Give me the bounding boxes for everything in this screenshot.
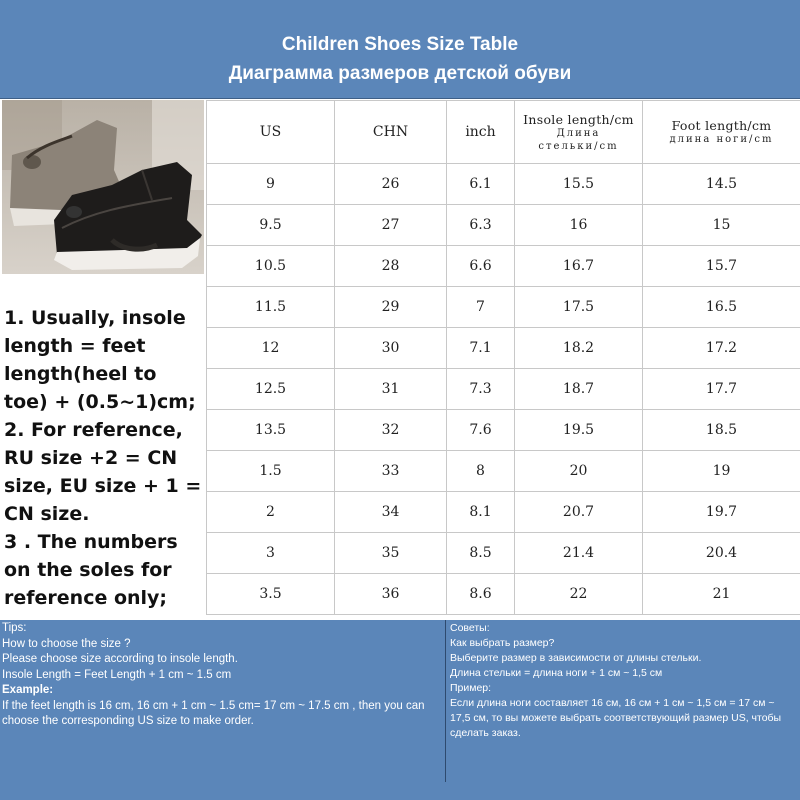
cell-us: 12 bbox=[207, 328, 335, 369]
tips-line-en: Please choose size according to insole length. bbox=[2, 653, 238, 665]
cell-chn: 29 bbox=[335, 287, 447, 328]
cell-inch: 7.6 bbox=[447, 410, 515, 451]
cell-chn: 26 bbox=[335, 164, 447, 205]
table-row bbox=[207, 287, 800, 328]
cell-us: 9.5 bbox=[207, 205, 335, 246]
cell-chn: 34 bbox=[335, 492, 447, 533]
cell-chn: 33 bbox=[335, 451, 447, 492]
cell-insole: 17.5 bbox=[515, 287, 643, 328]
cell-insole: 20 bbox=[515, 451, 643, 492]
table-row bbox=[207, 164, 800, 205]
header-banner bbox=[0, 0, 800, 99]
header-foot-en: Foot length/cm bbox=[671, 118, 772, 133]
title-russian: Диаграмма размеров детской обуви bbox=[228, 63, 572, 84]
cell-us: 13.5 bbox=[207, 410, 335, 451]
table-row bbox=[207, 574, 800, 615]
table-header-row bbox=[207, 101, 800, 164]
cell-inch: 7.3 bbox=[447, 369, 515, 410]
boots-illustration bbox=[2, 100, 204, 274]
tips-line-ru: Длина стельки = длина ноги + 1 см ~ 1,5 см bbox=[450, 667, 663, 679]
cell-inch: 7 bbox=[447, 287, 515, 328]
size-table bbox=[206, 100, 800, 615]
cell-insole: 21.4 bbox=[515, 533, 643, 574]
cell-insole: 19.5 bbox=[515, 410, 643, 451]
example-text-ru: Если длина ноги составляет 16 см, 16 см + 1 см ~ 1,5 см = 17 см ~ 17,5 см, то вы можете выбрать соответствующий размер US, чтобы сделать заказ. bbox=[450, 697, 782, 739]
cell-foot: 19 bbox=[643, 451, 800, 492]
cell-foot: 17.7 bbox=[643, 369, 800, 410]
header-insole-en: Insole length/cm bbox=[523, 111, 634, 127]
size-notes bbox=[4, 304, 204, 612]
example-text-en: If the feet length is 16 cm, 16 cm + 1 cm ~ 1.5 cm= 17 cm ~ 17.5 cm , then you can choose the corresponding US size to make order. bbox=[2, 699, 425, 727]
tips-english bbox=[2, 621, 442, 730]
header-foot-ru: длина ноги/cm bbox=[669, 134, 774, 145]
note-insole-rule: 1. Usually, insole length = feet length(heel to toe) + (0.5~1)cm; bbox=[4, 307, 196, 413]
cell-foot: 19.7 bbox=[643, 492, 800, 533]
tips-line-ru: Как выбрать размер? bbox=[450, 637, 555, 649]
example-heading-ru: Пример: bbox=[450, 682, 492, 694]
tips-line-en: How to choose the size ? bbox=[2, 637, 131, 650]
cell-chn: 35 bbox=[335, 533, 447, 574]
cell-us: 3.5 bbox=[207, 574, 335, 615]
tips-heading-ru: Советы: bbox=[450, 622, 490, 634]
table-row bbox=[207, 369, 800, 410]
table-row bbox=[207, 410, 800, 451]
cell-insole: 16.7 bbox=[515, 246, 643, 287]
cell-foot: 18.5 bbox=[643, 410, 800, 451]
cell-inch: 8.6 bbox=[447, 574, 515, 615]
cell-us: 9 bbox=[207, 164, 335, 205]
cell-inch: 6.1 bbox=[447, 164, 515, 205]
cell-inch: 6.3 bbox=[447, 205, 515, 246]
cell-chn: 32 bbox=[335, 410, 447, 451]
header-us: US bbox=[207, 101, 335, 164]
cell-foot: 20.4 bbox=[643, 533, 800, 574]
cell-foot: 15.7 bbox=[643, 246, 800, 287]
cell-chn: 36 bbox=[335, 574, 447, 615]
header-foot bbox=[643, 101, 800, 164]
cell-chn: 27 bbox=[335, 205, 447, 246]
tips-russian bbox=[450, 621, 795, 741]
cell-inch: 8.5 bbox=[447, 533, 515, 574]
cell-insole: 15.5 bbox=[515, 164, 643, 205]
title-english: Children Shoes Size Table bbox=[281, 34, 519, 55]
tips-panel bbox=[0, 620, 800, 800]
cell-us: 2 bbox=[207, 492, 335, 533]
cell-chn: 31 bbox=[335, 369, 447, 410]
header-insole-ru: Длина стельки/cm bbox=[538, 127, 619, 152]
cell-us: 12.5 bbox=[207, 369, 335, 410]
note-sole-numbers: 3 . The numbers on the soles for reference only; bbox=[4, 531, 178, 609]
table-row bbox=[207, 451, 800, 492]
tips-divider bbox=[445, 620, 446, 782]
cell-foot: 21 bbox=[643, 574, 800, 615]
note-ru-eu-conversion: 2. For reference, RU size +2 = CN size, EU size + 1 = CN size. bbox=[4, 419, 202, 525]
cell-foot: 15 bbox=[643, 205, 800, 246]
cell-insole: 22 bbox=[515, 574, 643, 615]
header-chn: CHN bbox=[335, 101, 447, 164]
cell-inch: 6.6 bbox=[447, 246, 515, 287]
cell-us: 10.5 bbox=[207, 246, 335, 287]
cell-chn: 28 bbox=[335, 246, 447, 287]
header-insole bbox=[515, 101, 643, 164]
cell-inch: 7.1 bbox=[447, 328, 515, 369]
cell-insole: 18.7 bbox=[515, 369, 643, 410]
cell-foot: 14.5 bbox=[643, 164, 800, 205]
header-inch: inch bbox=[447, 101, 515, 164]
table-row bbox=[207, 328, 800, 369]
table-row bbox=[207, 205, 800, 246]
example-heading-en: Example: bbox=[2, 684, 54, 696]
table-row bbox=[207, 246, 800, 287]
cell-us: 11.5 bbox=[207, 287, 335, 328]
cell-inch: 8.1 bbox=[447, 492, 515, 533]
tips-line-ru: Выберите размер в зависимости от длины стельки. bbox=[450, 652, 702, 664]
cell-insole: 20.7 bbox=[515, 492, 643, 533]
tips-heading-en: Tips: bbox=[2, 622, 27, 634]
cell-insole: 16 bbox=[515, 205, 643, 246]
tips-line-en: Insole Length = Feet Length + 1 cm ~ 1.5 cm bbox=[2, 668, 232, 681]
cell-us: 3 bbox=[207, 533, 335, 574]
cell-insole: 18.2 bbox=[515, 328, 643, 369]
cell-us: 1.5 bbox=[207, 451, 335, 492]
cell-inch: 8 bbox=[447, 451, 515, 492]
cell-foot: 16.5 bbox=[643, 287, 800, 328]
cell-foot: 17.2 bbox=[643, 328, 800, 369]
table-row bbox=[207, 533, 800, 574]
kids-boots-photo bbox=[2, 100, 204, 274]
table-row bbox=[207, 492, 800, 533]
cell-chn: 30 bbox=[335, 328, 447, 369]
